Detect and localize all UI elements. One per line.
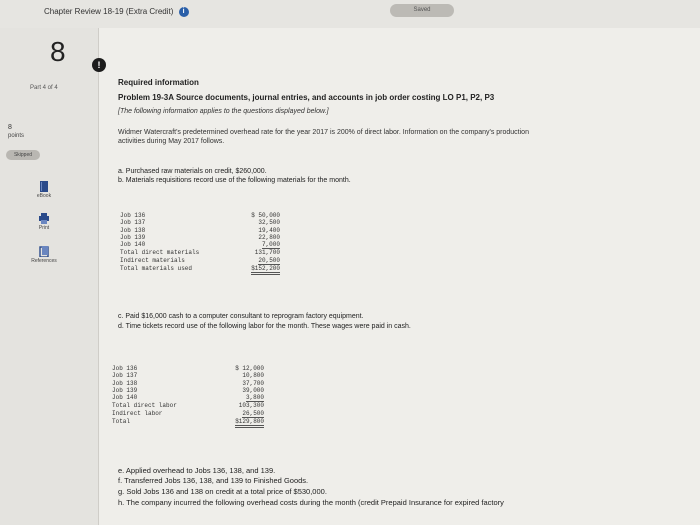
row-value: 10,800	[242, 372, 264, 380]
row-label: Job 139	[112, 386, 138, 394]
item-c: c. Paid $16,000 cash to a computer consultant to reprogram factory equipment.	[118, 313, 364, 320]
top-bar	[0, 0, 700, 29]
print-button[interactable]	[14, 213, 74, 231]
row-value: 19,400	[258, 226, 280, 234]
item-g: g. Sold Jobs 136 and 138 on credit at a total price of $530,000.	[118, 487, 327, 496]
content-area	[99, 28, 700, 525]
table-row	[120, 265, 280, 275]
table-row	[120, 219, 280, 226]
row-value: 37,700	[242, 379, 264, 387]
table-row	[112, 402, 264, 409]
table-row	[112, 410, 264, 418]
row-label: Job 138	[112, 379, 138, 387]
table-row	[120, 249, 280, 256]
book-icon	[39, 181, 49, 192]
row-label: Indirect labor	[112, 409, 163, 417]
saved-badge: Saved	[390, 4, 454, 17]
item-f: f. Transferred Jobs 136, 138, and 139 to Finished Goods.	[118, 476, 309, 485]
row-value: 3,800	[245, 394, 264, 402]
references-label: References	[31, 258, 57, 264]
row-label: Total direct labor	[112, 402, 177, 410]
row-value: 39,000	[242, 386, 264, 394]
table-row	[120, 227, 280, 234]
question-number: 8	[50, 36, 66, 67]
alert-icon: !	[92, 58, 106, 72]
row-value: $129,800	[235, 418, 264, 428]
item-b: b. Materials requisitions record use of the following materials for the month.	[118, 177, 351, 184]
row-label: Job 137	[112, 372, 138, 380]
materials-table	[120, 212, 280, 275]
row-value: $ 12,000	[235, 365, 264, 372]
table-row	[120, 212, 280, 219]
row-label: Job 136	[120, 212, 146, 219]
row-value: 32,500	[258, 219, 280, 227]
problem-title: Problem 19-3A Source documents, journal entries, and accounts in job order costing LO P1, P2, P3	[118, 93, 495, 102]
assignment-title-text: Chapter Review 18-19 (Extra Credit)	[44, 7, 174, 17]
table-row	[112, 372, 264, 379]
table-row	[120, 241, 280, 249]
row-value: 131,700	[254, 249, 280, 257]
intro-paragraph: Widmer Watercraft's predetermined overhead rate for the year 2017 is 200% of direct labor. Information on the company's production activities during May 2017 follows.	[118, 129, 529, 145]
table-row	[120, 257, 280, 265]
row-value: 20,500	[258, 256, 280, 264]
row-label: Job 140	[112, 394, 138, 402]
table-row	[120, 234, 280, 241]
print-icon	[39, 213, 49, 224]
ebook-label: eBook	[36, 193, 52, 199]
table-row	[112, 380, 264, 387]
item-e: e. Applied overhead to Jobs 136, 138, and 139.	[118, 466, 276, 475]
row-label: Total direct materials	[120, 249, 200, 257]
references-icon	[39, 246, 49, 257]
required-heading: Required information	[118, 78, 199, 87]
row-value: 22,800	[258, 233, 280, 241]
item-h: h. The company incurred the following overhead costs during the month (credit Prepaid Insurance for expired factory	[118, 498, 504, 507]
row-label: Job 136	[112, 365, 138, 372]
row-value: $ 50,000	[251, 212, 280, 219]
row-label: Indirect materials	[120, 256, 185, 264]
print-label: Print	[38, 225, 50, 231]
skipped-badge: Skipped	[6, 150, 40, 160]
item-a: a. Purchased raw materials on credit, $260,000.	[118, 168, 267, 175]
table-row	[112, 365, 264, 372]
points-value: 8	[8, 124, 12, 131]
row-value: 103,300	[238, 402, 264, 410]
ebook-button[interactable]	[14, 181, 74, 199]
part-indicator: Part 4 of 4	[30, 85, 58, 91]
row-label: Job 139	[120, 233, 146, 241]
row-value: 26,500	[242, 409, 264, 417]
references-button[interactable]	[14, 246, 74, 264]
row-label: Job 137	[120, 219, 146, 227]
labor-table	[112, 365, 264, 428]
row-label: Total	[112, 418, 131, 426]
assignment-title	[44, 7, 189, 17]
row-label: Job 138	[120, 226, 146, 234]
item-d: d. Time tickets record use of the following labor for the month. These wages were paid in cash.	[118, 323, 411, 330]
table-row	[112, 418, 264, 428]
points-label: points	[8, 133, 25, 139]
row-label: Total materials used	[120, 265, 193, 273]
table-row	[112, 394, 264, 402]
row-value: $152,200	[251, 265, 280, 275]
sidebar	[0, 28, 99, 525]
table-row	[112, 387, 264, 394]
row-value: 7,000	[261, 241, 280, 249]
row-label: Job 140	[120, 241, 146, 249]
instruction-note: [The following information applies to the questions displayed below.]	[118, 108, 329, 115]
info-icon[interactable]: i	[179, 7, 189, 17]
